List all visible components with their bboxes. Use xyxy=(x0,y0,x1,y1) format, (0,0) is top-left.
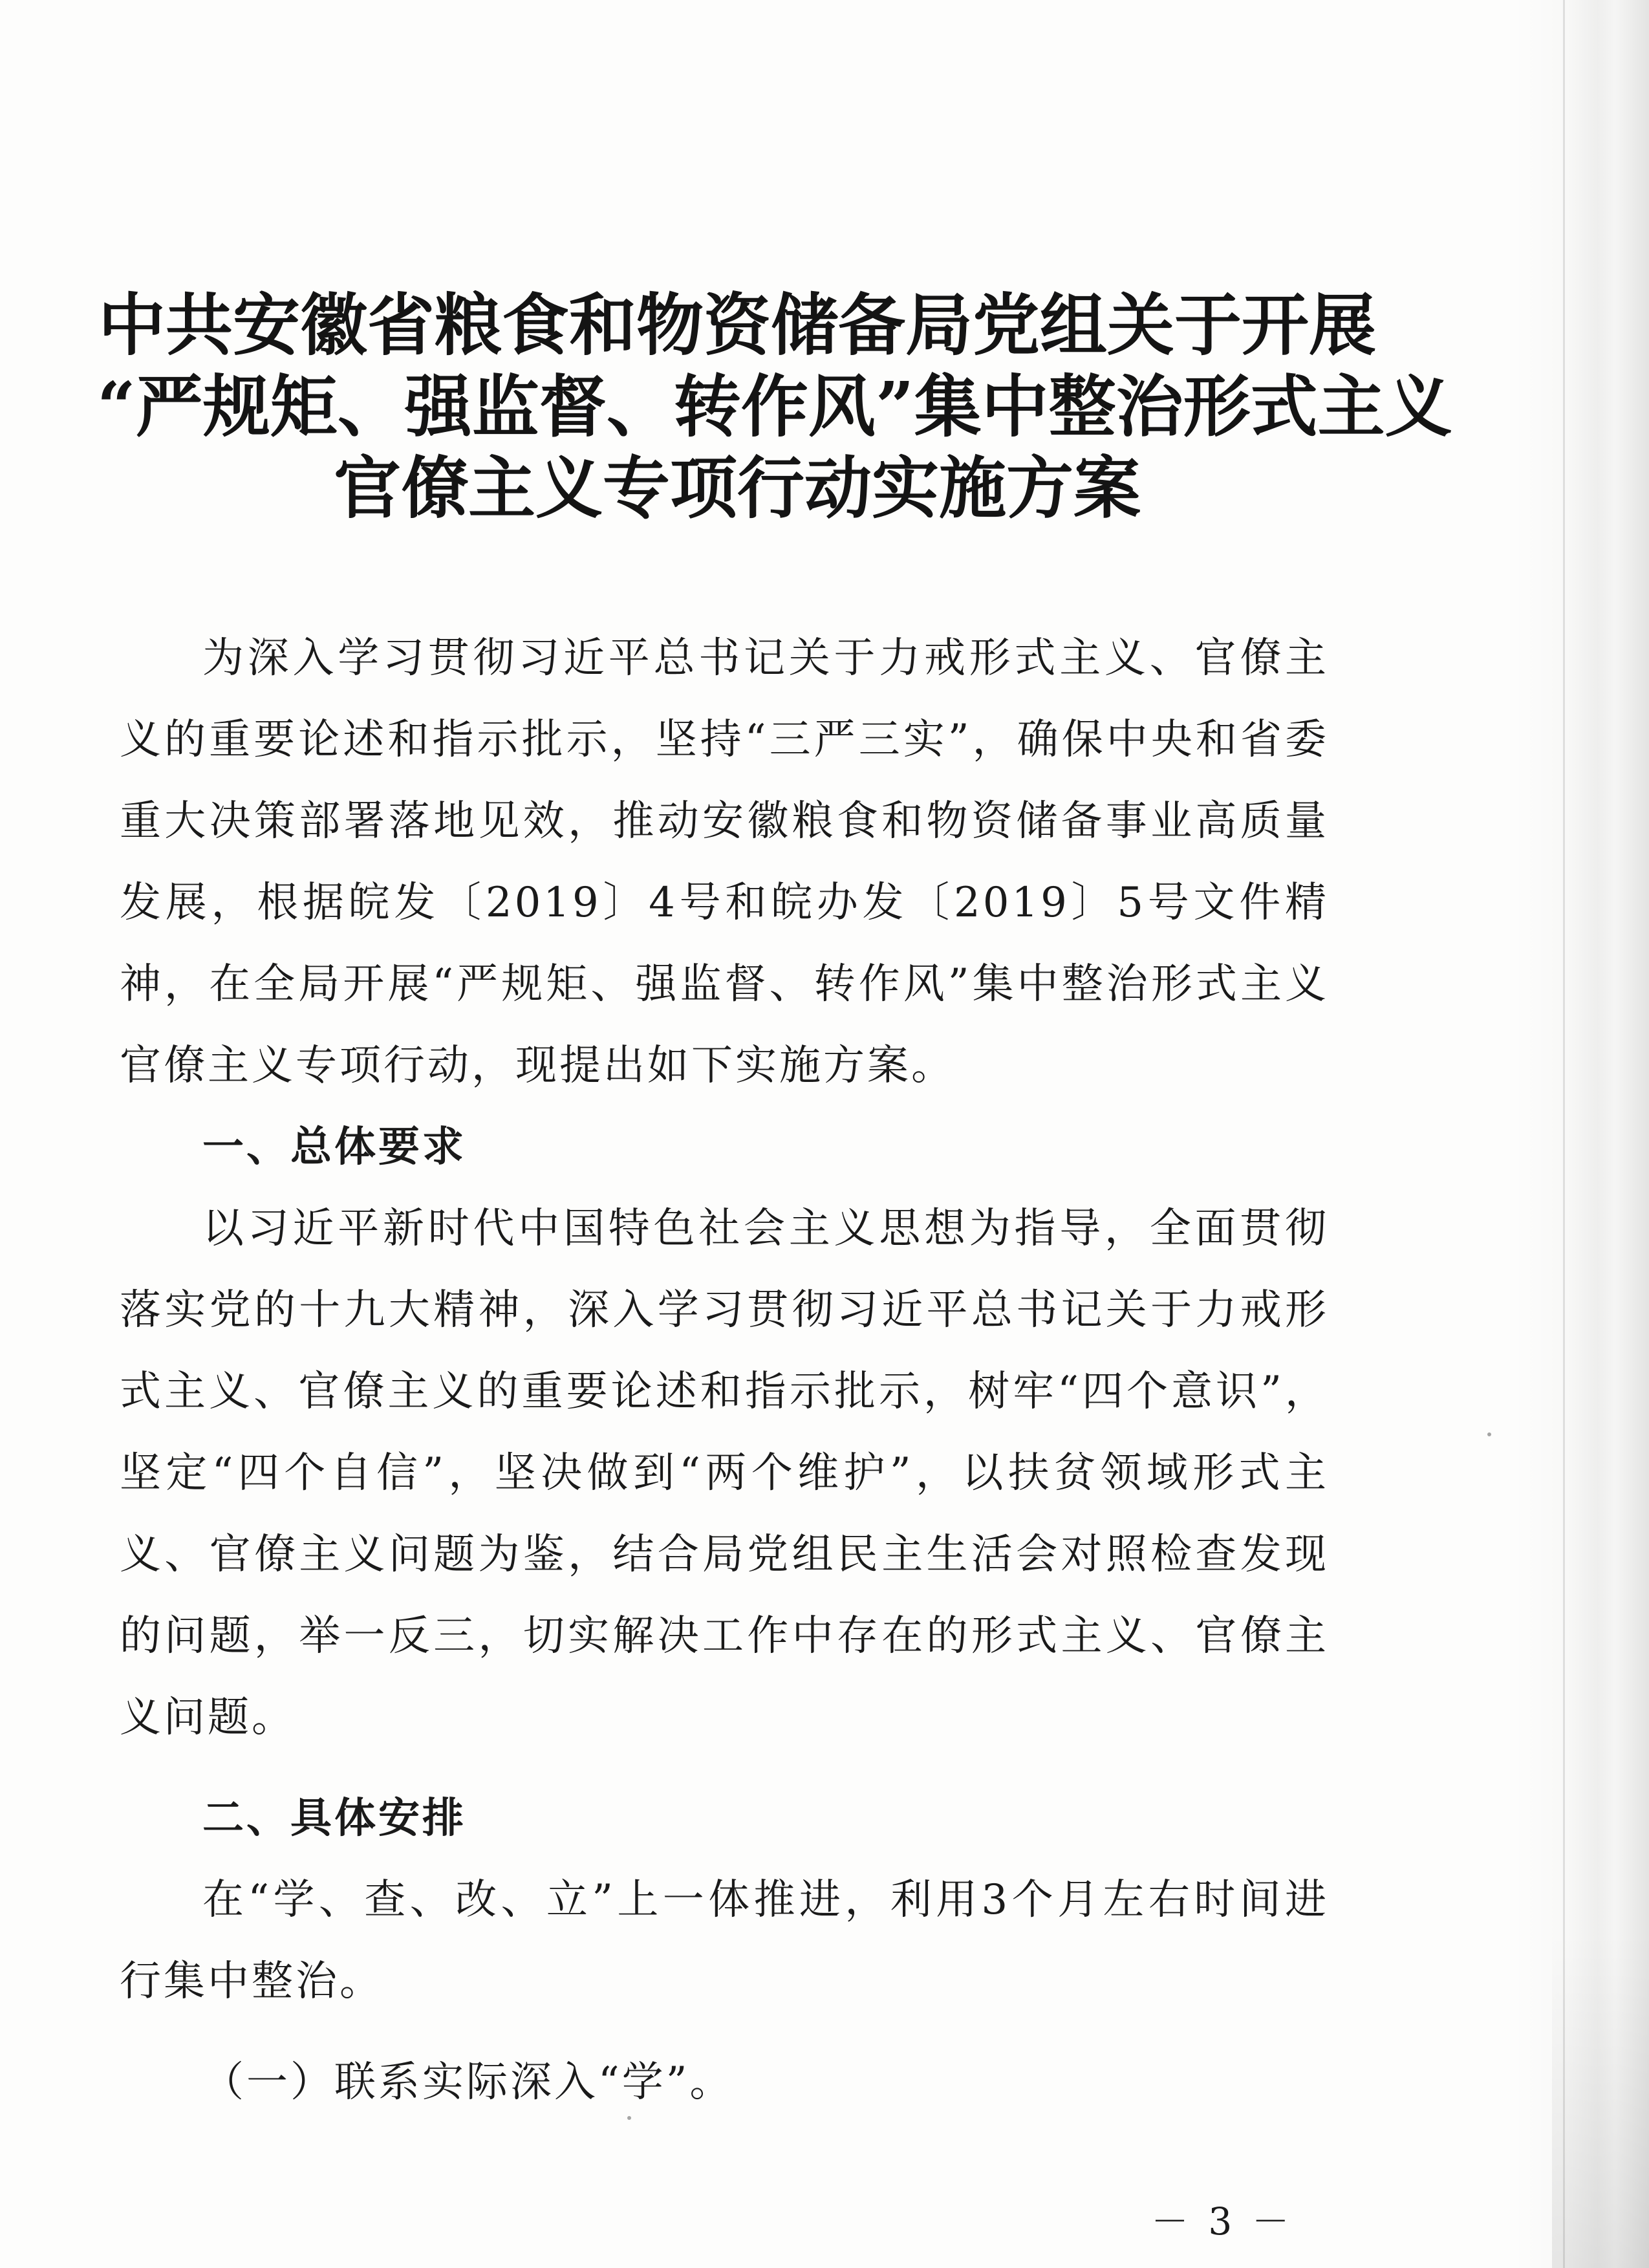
subsection-heading-study: （一）联系实际深入“学”。 xyxy=(202,2058,734,2106)
general-requirements-paragraph: 以习近平新时代中国特色社会主义思想为指导，全面贯彻落实党的十九大精神，深入学习贯彻习近平总书记关于力戒形式主义、官僚主义的重要论述和指示批示，树牢“四个意识”，坚定“四个自信”，坚决做到“两个维护”，以扶贫领域形式主义、官僚主义问题为鉴，结合局党组民主生活会对照检查发现的问题，举一反三，切实解决工作中存在的形式主义、官僚主义问题。 xyxy=(120,1205,1329,1742)
title-line-3: 官僚主义专项行动实施方案 xyxy=(333,448,1141,528)
scan-corner-shadow xyxy=(1552,1932,1649,2268)
title-line-2: “严规矩、强监督、转作风”集中整治形式主义 xyxy=(97,367,1452,446)
page-number: － 3 － xyxy=(1151,2199,1293,2243)
scan-speck xyxy=(1487,1432,1491,1436)
document-body xyxy=(120,618,1329,2123)
section-heading-specific-arrangements: 二、具体安排 xyxy=(202,1795,466,1842)
scan-edge-shadow xyxy=(1513,0,1649,2268)
intro-paragraph: 为深入学习贯彻习近平总书记关于力戒形式主义、官僚主义的重要论述和指示批示，坚持“三严三实”，确保中央和省委重大决策部署落地见效，推动安徽粮食和物资储备事业高质量发展，根据皖发〔2019〕4号和皖办发〔2019〕5号文件精神，在全局开展“严规矩、强监督、转作风”集中整治形式主义官僚主义专项行动，现提出如下实施方案。 xyxy=(120,634,1329,1090)
specific-arrangements-paragraph: 在“学、查、改、立”上一体推进，利用3个月左右时间进行集中整治。 xyxy=(120,1876,1329,2005)
section-heading-general-requirements: 一、总体要求 xyxy=(202,1123,466,1171)
title-line-1: 中共安徽省粮食和物资储备局党组关于开展 xyxy=(98,285,1376,365)
document-title xyxy=(97,285,1452,529)
scan-speck xyxy=(627,2116,631,2120)
scan-edge-line xyxy=(1563,0,1565,2268)
